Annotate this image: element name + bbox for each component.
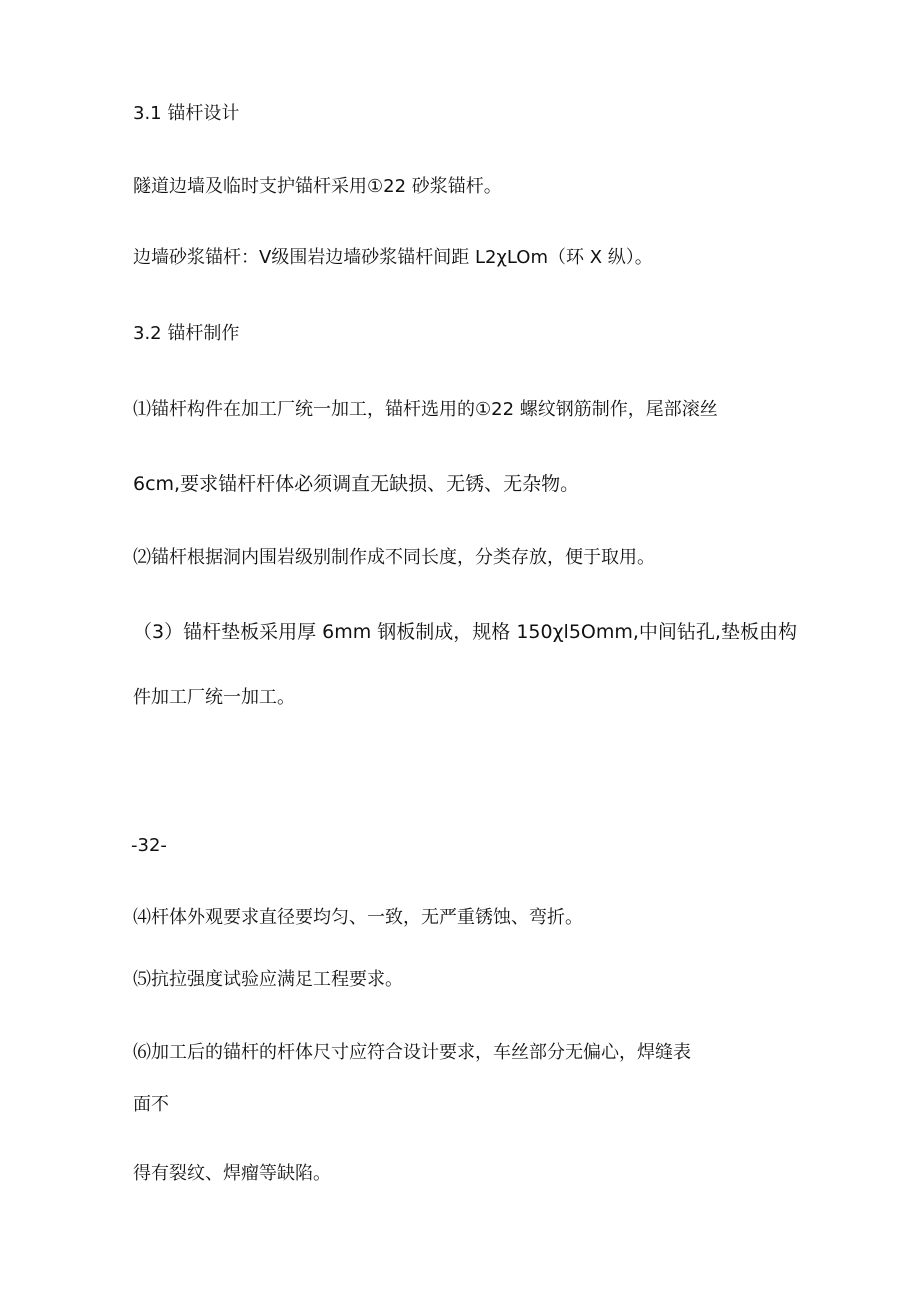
section-heading-3-2: 3.2 锚杆制作 (133, 323, 240, 344)
list-item-5: ⑸抗拉强度试验应满足工程要求。 (133, 969, 403, 990)
list-item-1-line-2: 6cm,要求锚杆杆体必须调直无缺损、无锈、无杂物。 (133, 473, 580, 495)
page-number: -32- (131, 835, 167, 856)
list-item-1-line-1: ⑴锚杆构件在加工厂统一加工，锚杆选用的①22 螺纹钢筋制作，尾部滚丝 (133, 399, 718, 420)
paragraph-anchor-spacing: 边墙砂浆锚杆：Ⅴ级围岩边墙砂浆锚杆间距 L2χLOm（环 X 纵）。 (133, 247, 653, 268)
section-heading-3-1: 3.1 锚杆设计 (133, 103, 240, 124)
list-item-4: ⑷杆体外观要求直径要均匀、一致，无严重锈蚀、弯折。 (133, 907, 583, 928)
list-item-3-line-2: 件加工厂统一加工。 (133, 687, 295, 708)
list-item-3-line-1: （3）锚杆垫板采用厚 6mm 钢板制成，规格 150χl5Omm,中间钻孔,垫板由构 (133, 621, 797, 643)
list-item-2: ⑵锚杆根据洞内围岩级别制作成不同长度，分类存放，便于取用。 (133, 547, 655, 568)
paragraph-anchor-type: 隧道边墙及临时支护锚杆采用①22 砂浆锚杆。 (133, 176, 502, 197)
list-item-6-line-1: ⑹加工后的锚杆的杆体尺寸应符合设计要求，车丝部分无偏心，焊缝表 (133, 1042, 691, 1063)
list-item-6-line-3: 得有裂纹、焊瘤等缺陷。 (133, 1163, 331, 1184)
list-item-6-line-2: 面不 (133, 1094, 169, 1115)
